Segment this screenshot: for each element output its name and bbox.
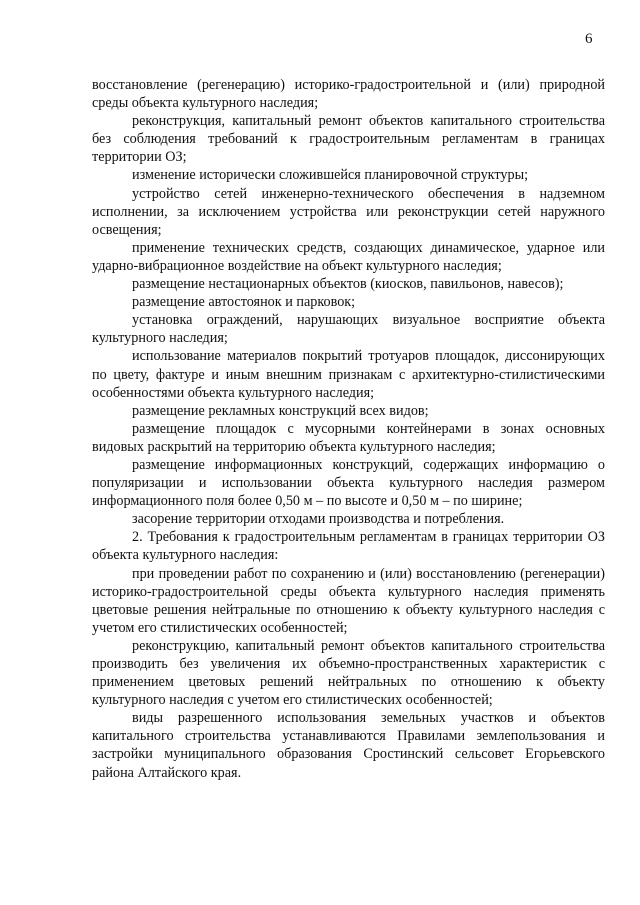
paragraph: виды разрешенного использования земельных участков и объектов капитального строительства устанавливаются Правилами землепользования и застройки муниципального образования Сростинский сельсовет Егорьевского района Алтайского края. bbox=[92, 710, 605, 781]
paragraph: устройство сетей инженерно-технического обеспечения в надземном исполнении, за исключением устройства или реконструкции сетей наружного освещения; bbox=[92, 185, 605, 238]
paragraph: установка ограждений, нарушающих визуальное восприятие объекта культурного наследия; bbox=[92, 312, 605, 347]
paragraph: использование материалов покрытий тротуаров площадок, диссонирующих по цвету, фактуре и иным внешним признакам с архитектурно-стилистическими особенностями объекта культурного наследия; bbox=[92, 348, 605, 401]
paragraph: реконструкцию, капитальный ремонт объектов капитального строительства производить без увеличения их объемно-пространственных характеристик с применением цветовых решений нейтральных по отношению к объекту культурного наследия с учетом его стилистических особенностей; bbox=[92, 637, 605, 709]
page-number: 6 bbox=[585, 31, 593, 47]
paragraph: размещение площадок с мусорными контейнерами в зонах основных видовых раскрытий на территорию объекта культурного наследия; bbox=[92, 420, 605, 455]
document-body bbox=[92, 76, 605, 782]
paragraph: размещение рекламных конструкций всех видов; bbox=[132, 402, 429, 419]
paragraph: при проведении работ по сохранению и (или) восстановлению (регенерации) историко-градостроительной среды объекта культурного наследия применять цветовые решения нейтральные по отношению к объекту культурного наследия с учетом его стилистических особенностей; bbox=[92, 565, 605, 636]
paragraph: реконструкция, капитальный ремонт объектов капитального строительства без соблюдения требований к градостроительным регламентам в границах территории ОЗ; bbox=[92, 113, 605, 166]
paragraph: изменение исторически сложившейся планировочной структуры; bbox=[132, 167, 529, 184]
paragraph: засорение территории отходами производства и потребления. bbox=[132, 511, 505, 528]
paragraph: размещение нестационарных объектов (киосков, павильонов, навесов); bbox=[132, 276, 564, 293]
paragraph: 2. Требования к градостроительным регламентам в границах территории ОЗ объекта культурного наследия: bbox=[92, 529, 605, 564]
paragraph: применение технических средств, создающих динамическое, ударное или ударно-вибрационное воздействие на объект культурного наследия; bbox=[92, 239, 605, 274]
paragraph: размещение информационных конструкций, содержащих информацию о популяризации и использовании объекта культурного наследия размером информационного поля более 0,50 м – по высоте и 0,50 м – по ширине; bbox=[92, 456, 605, 510]
paragraph: размещение автостоянок и парковок; bbox=[132, 294, 356, 311]
paragraph: восстановление (регенерацию) историко-градостроительной и (или) природной среды объекта культурного наследия; bbox=[92, 77, 605, 112]
